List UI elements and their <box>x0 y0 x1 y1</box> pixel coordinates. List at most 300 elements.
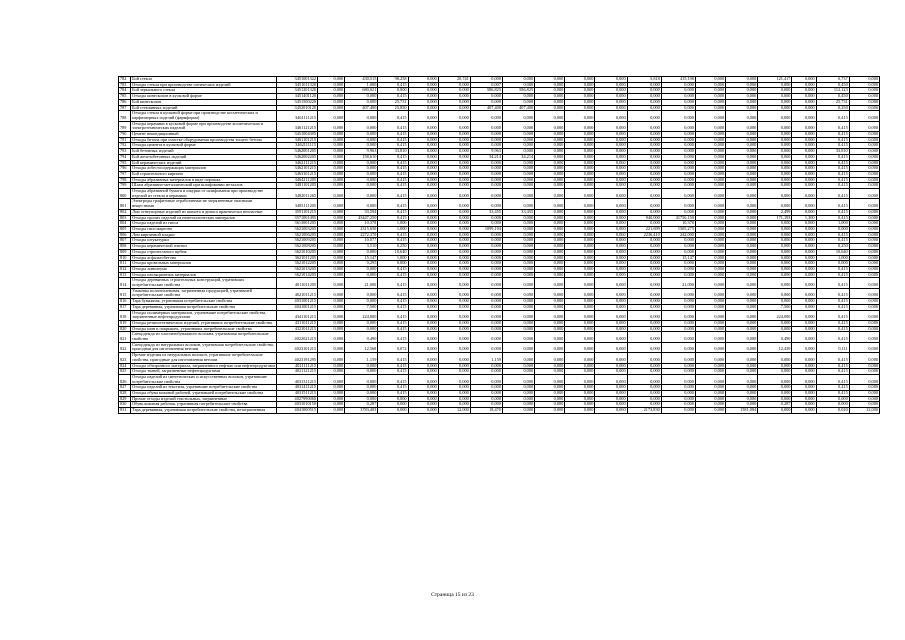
row-number-cell: 812 <box>119 266 131 272</box>
value-cell: 0,000 <box>627 132 661 138</box>
value-cell: 0,415 <box>816 278 849 288</box>
value-cell: 158,610 <box>345 154 378 160</box>
waste-code-cell: 4041001215 <box>276 304 317 310</box>
waste-code-cell: 3451004305 <box>276 132 317 138</box>
value-cell: 0,000 <box>849 332 879 342</box>
value-cell: 0,000 <box>792 137 816 143</box>
value-cell: 0,000 <box>502 342 534 352</box>
waste-code-cell: 3461111215 <box>276 111 317 121</box>
waste-code-cell: 4031311215 <box>276 374 317 384</box>
value-cell: 0,000 <box>595 189 627 199</box>
value-cell: 0,000 <box>595 88 627 94</box>
value-cell: 0,000 <box>438 310 470 320</box>
row-number-cell: 805 <box>119 226 131 232</box>
value-cell: 0,000 <box>726 310 758 320</box>
value-cell: 0,000 <box>502 320 534 326</box>
value-cell: 0,000 <box>470 272 502 278</box>
value-cell: 0,000 <box>758 255 792 261</box>
table-row <box>119 408 880 414</box>
value-cell: 0,000 <box>378 402 408 408</box>
value-cell: 0,000 <box>661 94 695 100</box>
value-cell: 0,000 <box>438 353 470 363</box>
value-cell: 0,000 <box>408 391 438 397</box>
value-cell: 0,000 <box>470 261 502 267</box>
value-cell: 0,000 <box>565 408 595 414</box>
value-cell: 0,000 <box>595 238 627 244</box>
value-cell: 0,000 <box>408 320 438 326</box>
value-cell: 0,000 <box>849 183 879 189</box>
value-cell: 0,000 <box>438 199 470 209</box>
value-cell: 0,000 <box>345 363 378 369</box>
waste-name-cell: Отходы керамической плитки <box>131 244 277 250</box>
value-cell: 0,000 <box>627 183 661 189</box>
value-cell: 0,000 <box>627 369 661 375</box>
value-cell: 0,000 <box>565 320 595 326</box>
waste-name-cell: Отходы полимерных материалов, утратившие потребительские свойства, загрязненные нефтепродуктами <box>131 310 277 320</box>
waste-code-cell: 3461101215 <box>276 137 317 143</box>
value-cell: 0,000 <box>408 199 438 209</box>
value-cell: 0,000 <box>565 137 595 143</box>
waste-code-cell: 3451500220 <box>276 99 317 105</box>
value-cell: 0,000 <box>438 304 470 310</box>
row-number-cell: 828 <box>119 391 131 397</box>
value-cell: 407,400 <box>470 105 502 111</box>
value-cell: 0,000 <box>695 199 725 209</box>
row-number-cell: 799 <box>119 183 131 189</box>
value-cell: 0,000 <box>438 99 470 105</box>
value-cell: 0,000 <box>792 396 816 402</box>
waste-code-cell: 3591101215 <box>276 209 317 215</box>
value-cell: 0,000 <box>726 402 758 408</box>
value-cell: 0,000 <box>408 111 438 121</box>
value-cell: 0,415 <box>378 199 408 209</box>
value-cell: 0,000 <box>408 299 438 305</box>
value-cell: 0,000 <box>535 166 565 172</box>
value-cell: 0,000 <box>408 105 438 111</box>
value-cell: 0,000 <box>502 266 534 272</box>
row-number-cell: 825 <box>119 369 131 375</box>
value-cell: 0,000 <box>792 149 816 155</box>
waste-name-cell: Отходы шин и покрышек, утративших потребительские свойства <box>131 326 277 332</box>
table-row <box>119 353 880 363</box>
value-cell: 0,000 <box>535 143 565 149</box>
waste-code-cell: 4031010150 <box>276 402 317 408</box>
value-cell: 0,000 <box>502 177 534 183</box>
value-cell: 0,000 <box>695 215 725 221</box>
value-cell: 0,000 <box>661 396 695 402</box>
value-cell: 0,000 <box>408 177 438 183</box>
value-cell: 0,000 <box>535 369 565 375</box>
value-cell: 0,415 <box>378 272 408 278</box>
value-cell: 415,198 <box>661 77 695 83</box>
waste-code-cell: 4021011215 <box>276 288 317 298</box>
value-cell: 0,000 <box>502 215 534 221</box>
value-cell: 0,000 <box>849 255 879 261</box>
value-cell: 0,000 <box>470 77 502 83</box>
value-cell: 0,000 <box>595 261 627 267</box>
value-cell: 0,000 <box>792 160 816 166</box>
value-cell: 0,000 <box>595 249 627 255</box>
value-cell: 0,000 <box>535 183 565 189</box>
value-cell: 0,000 <box>502 369 534 375</box>
value-cell: 0,415 <box>816 363 849 369</box>
value-cell: 33,594 <box>345 209 378 215</box>
waste-name-cell: Бой стеклянных изделий <box>131 105 277 111</box>
value-cell: 0,415 <box>816 272 849 278</box>
value-cell: 1,000 <box>816 221 849 227</box>
value-cell: 0,000 <box>438 177 470 183</box>
waste-name-cell: Отходы линолеума <box>131 266 277 272</box>
value-cell: 0,000 <box>408 342 438 352</box>
value-cell: 0,000 <box>408 402 438 408</box>
value-cell: 0,415 <box>816 369 849 375</box>
value-cell: 0,000 <box>849 226 879 232</box>
value-cell: 0,000 <box>726 353 758 363</box>
value-cell: 0,000 <box>726 160 758 166</box>
value-cell: 0,000 <box>565 160 595 166</box>
value-cell: 0,000 <box>408 99 438 105</box>
value-cell: 0,000 <box>849 266 879 272</box>
value-cell: 0,000 <box>792 342 816 352</box>
value-cell: 0,415 <box>378 374 408 384</box>
value-cell: 0,000 <box>595 391 627 397</box>
value-cell: 0,000 <box>792 255 816 261</box>
value-cell: 0,415 <box>816 385 849 391</box>
value-cell: 0,000 <box>502 249 534 255</box>
waste-name-cell: Отходы асбестосодержащих материалов <box>131 166 277 172</box>
value-cell: 0,000 <box>661 272 695 278</box>
value-cell: 0,000 <box>758 189 792 199</box>
value-cell: 0,000 <box>792 261 816 267</box>
value-cell: 0,737 <box>816 77 849 83</box>
value-cell: 0,000 <box>627 105 661 111</box>
value-cell: 0,000 <box>758 183 792 189</box>
value-cell: 0,000 <box>627 143 661 149</box>
value-cell: 0,000 <box>627 166 661 172</box>
value-cell: 0,415 <box>816 288 849 298</box>
value-cell: 0,000 <box>565 374 595 384</box>
value-cell: 0,000 <box>816 402 849 408</box>
value-cell: 0,000 <box>535 215 565 221</box>
value-cell: 0,000 <box>695 77 725 83</box>
value-cell: 0,415 <box>378 391 408 397</box>
value-cell: 0,000 <box>849 77 879 83</box>
value-cell: 0,000 <box>758 278 792 288</box>
value-cell: 0,000 <box>726 99 758 105</box>
value-cell: 0,000 <box>408 232 438 238</box>
value-cell: 0,000 <box>849 189 879 199</box>
value-cell: 0,000 <box>565 238 595 244</box>
value-cell: 0,000 <box>438 111 470 121</box>
value-cell: 0,000 <box>408 149 438 155</box>
value-cell: 1,159 <box>470 353 502 363</box>
value-cell: 0,000 <box>661 249 695 255</box>
waste-name-cell: Бой кинескопов <box>131 99 277 105</box>
value-cell: 15,147 <box>661 255 695 261</box>
value-cell: 0,000 <box>318 244 345 250</box>
waste-code-cell: 4031001215 <box>276 299 317 305</box>
waste-code-cell: 4341101215 <box>276 310 317 320</box>
row-number-cell: 809 <box>119 249 131 255</box>
value-cell: 0,000 <box>792 332 816 342</box>
waste-name-cell: Отходы изоляционных материалов <box>131 272 277 278</box>
value-cell: 0,000 <box>792 94 816 100</box>
value-cell: 0,000 <box>726 232 758 238</box>
row-number-cell: 793 <box>119 149 131 155</box>
value-cell: 0,000 <box>627 326 661 332</box>
row-number-cell: 794 <box>119 154 131 160</box>
row-number-cell: 804 <box>119 221 131 227</box>
value-cell: 0,000 <box>470 183 502 189</box>
value-cell: 15,147 <box>345 255 378 261</box>
value-cell: 0,000 <box>502 332 534 342</box>
value-cell: 0,000 <box>695 166 725 172</box>
value-cell: 0,415 <box>378 171 408 177</box>
value-cell: 0,000 <box>849 99 879 105</box>
value-cell: 0,000 <box>470 402 502 408</box>
value-cell: 0,000 <box>726 266 758 272</box>
value-cell: 0,000 <box>438 82 470 88</box>
value-cell: 0,000 <box>408 244 438 250</box>
value-cell: 0,000 <box>595 374 627 384</box>
value-cell: 0,000 <box>535 249 565 255</box>
value-cell: 0,000 <box>849 199 879 209</box>
value-cell: 0,000 <box>565 272 595 278</box>
value-cell: 0,000 <box>470 326 502 332</box>
value-cell: 0,415 <box>816 137 849 143</box>
value-cell: 0,415 <box>816 266 849 272</box>
value-cell: 0,000 <box>408 137 438 143</box>
row-number-cell: 783 <box>119 82 131 88</box>
value-cell: 0,000 <box>661 266 695 272</box>
value-cell: 0,000 <box>595 310 627 320</box>
value-cell: 1,000 <box>345 82 378 88</box>
value-cell: 0,000 <box>695 310 725 320</box>
value-cell: 0,000 <box>470 238 502 244</box>
value-cell: 0,000 <box>318 232 345 238</box>
value-cell: 0,000 <box>849 94 879 100</box>
value-cell: 0,000 <box>502 94 534 100</box>
value-cell: 0,000 <box>345 132 378 138</box>
value-cell: 0,000 <box>726 288 758 298</box>
waste-code-cell: 4027990060 <box>276 396 317 402</box>
value-cell: 0,000 <box>565 255 595 261</box>
row-number-cell: 788 <box>119 111 131 121</box>
waste-name-cell: Тара бумажная, утратившая потребительские свойства <box>131 299 277 305</box>
value-cell: 0,000 <box>695 99 725 105</box>
value-cell: 0,250 <box>816 244 849 250</box>
value-cell: 0,000 <box>470 299 502 305</box>
value-cell: 0,000 <box>595 320 627 326</box>
value-cell: 0,000 <box>470 160 502 166</box>
value-cell: 0,000 <box>792 166 816 172</box>
row-number-cell: 831 <box>119 408 131 414</box>
value-cell: 0,000 <box>502 183 534 189</box>
value-cell: 1,000 <box>378 226 408 232</box>
value-cell: 0,000 <box>408 82 438 88</box>
value-cell: 0,000 <box>318 149 345 155</box>
value-cell: 0,000 <box>535 221 565 227</box>
waste-name-cell: Обувь кожаная рабочая, утратившая потребительские свойства <box>131 402 277 408</box>
row-number-cell: 796 <box>119 166 131 172</box>
value-cell: 0,000 <box>502 171 534 177</box>
waste-code-cell: 3571001495 <box>276 215 317 221</box>
value-cell: 0,000 <box>695 105 725 111</box>
value-cell: 0,000 <box>627 238 661 244</box>
value-cell: 0,000 <box>502 149 534 155</box>
value-cell: 0,000 <box>661 149 695 155</box>
waste-name-cell: Отходы деревянных строительных конструкций, утративших потребительские свойства <box>131 278 277 288</box>
value-cell: 21,000 <box>661 278 695 288</box>
value-cell: 34,214 <box>470 154 502 160</box>
value-cell: 0,000 <box>345 272 378 278</box>
value-cell: 0,000 <box>695 266 725 272</box>
value-cell: 0,000 <box>627 385 661 391</box>
value-cell: 0,000 <box>758 143 792 149</box>
value-cell: 0,000 <box>627 299 661 305</box>
value-cell: 0,000 <box>695 332 725 342</box>
value-cell: 0,000 <box>408 363 438 369</box>
value-cell: 0,000 <box>470 391 502 397</box>
value-cell: 0,000 <box>595 160 627 166</box>
value-cell: 0,000 <box>849 272 879 278</box>
row-number-cell: 811 <box>119 261 131 267</box>
value-cell: 0,000 <box>438 143 470 149</box>
value-cell: 0,000 <box>595 137 627 143</box>
value-cell: 0,000 <box>535 199 565 209</box>
value-cell: 0,000 <box>502 82 534 88</box>
value-cell: 0,000 <box>502 232 534 238</box>
value-cell: 0,000 <box>627 149 661 155</box>
value-cell: 0,000 <box>318 408 345 414</box>
value-cell: 0,000 <box>318 160 345 166</box>
row-number-cell: 802 <box>119 209 131 215</box>
value-cell: 0,415 <box>378 177 408 183</box>
value-cell: 0,000 <box>758 199 792 209</box>
value-cell: 0,000 <box>502 121 534 131</box>
waste-name-cell: Отходы керамики в кусковой форме при производстве косметических и электротехнических изделий <box>131 121 277 131</box>
value-cell: 0,000 <box>438 261 470 267</box>
value-cell: 0,000 <box>661 238 695 244</box>
value-cell: 0,000 <box>378 261 408 267</box>
value-cell: 0,000 <box>502 137 534 143</box>
value-cell: 0,000 <box>502 353 534 363</box>
value-cell: 0,000 <box>661 82 695 88</box>
value-cell: 0,000 <box>502 310 534 320</box>
value-cell: 0,000 <box>627 177 661 183</box>
value-cell: 0,000 <box>565 310 595 320</box>
row-number-cell: 816 <box>119 299 131 305</box>
value-cell: 0,415 <box>816 177 849 183</box>
value-cell: 0,000 <box>758 385 792 391</box>
row-number-cell: 791 <box>119 137 131 143</box>
waste-code-cell: 3462002205 <box>276 154 317 160</box>
value-cell: 0,000 <box>318 369 345 375</box>
value-cell: 0,000 <box>792 326 816 332</box>
value-cell: 0,000 <box>345 385 378 391</box>
value-cell: 407,400 <box>502 105 534 111</box>
value-cell: 0,287 <box>345 402 378 408</box>
value-cell: 1,000 <box>378 221 408 227</box>
value-cell: 0,000 <box>726 221 758 227</box>
waste-code-cell: 3462111215 <box>276 160 317 166</box>
value-cell: 0,000 <box>792 105 816 111</box>
value-cell: 0,000 <box>502 111 534 121</box>
value-cell: 0,000 <box>595 363 627 369</box>
waste-name-cell: Отходы прочих изделий из неметаллических минералов <box>131 215 277 221</box>
value-cell: 0,000 <box>695 396 725 402</box>
value-cell: 0,000 <box>535 261 565 267</box>
value-cell: 0,415 <box>378 278 408 288</box>
value-cell: 0,415 <box>378 189 408 199</box>
value-cell: 0,000 <box>595 326 627 332</box>
value-cell: 0,000 <box>345 374 378 384</box>
value-cell: 0,000 <box>627 402 661 408</box>
value-cell: 0,000 <box>726 171 758 177</box>
value-cell: 0,000 <box>535 255 565 261</box>
value-cell: 0,000 <box>318 143 345 149</box>
value-cell: 0,000 <box>758 160 792 166</box>
value-cell: 0,000 <box>470 385 502 391</box>
value-cell: 0,000 <box>318 137 345 143</box>
waste-name-cell: Отходы асфальтобетона <box>131 255 277 261</box>
value-cell: 0,000 <box>535 171 565 177</box>
value-cell: 0,000 <box>726 94 758 100</box>
value-cell: 0,000 <box>318 326 345 332</box>
row-number-cell: 797 <box>119 171 131 177</box>
value-cell: 0,415 <box>378 266 408 272</box>
value-cell: 7,500 <box>758 304 792 310</box>
value-cell: 0,000 <box>345 199 378 209</box>
value-cell: 0,000 <box>438 121 470 131</box>
value-cell: 0,000 <box>695 304 725 310</box>
value-cell: 0,295 <box>345 261 378 267</box>
row-number-cell: 782 <box>119 77 131 83</box>
value-cell: 0,000 <box>470 374 502 384</box>
value-cell: 0,000 <box>565 288 595 298</box>
value-cell: 0,000 <box>849 244 879 250</box>
value-cell: 0,000 <box>661 143 695 149</box>
value-cell: 0,000 <box>345 266 378 272</box>
value-cell: 224,000 <box>758 310 792 320</box>
value-cell: 0,000 <box>758 82 792 88</box>
value-cell: 0,000 <box>535 238 565 244</box>
waste-code-cell: 3462111115 <box>276 143 317 149</box>
row-number-cell: 810 <box>119 255 131 261</box>
value-cell: 0,450 <box>816 82 849 88</box>
row-number-cell: 822 <box>119 342 131 352</box>
value-cell: 0,000 <box>792 391 816 397</box>
value-cell: 0,000 <box>595 396 627 402</box>
value-cell: 0,000 <box>661 288 695 298</box>
value-cell: 0,415 <box>816 326 849 332</box>
value-cell: 0,000 <box>565 121 595 131</box>
value-cell: 0,000 <box>565 249 595 255</box>
value-cell: 0,000 <box>438 137 470 143</box>
value-cell: 0,000 <box>595 288 627 298</box>
value-cell: 0,000 <box>565 261 595 267</box>
value-cell: 0,000 <box>595 99 627 105</box>
value-cell: 0,000 <box>470 199 502 209</box>
value-cell: 0,415 <box>816 299 849 305</box>
value-cell: 0,000 <box>595 149 627 155</box>
row-number-cell: 798 <box>119 177 131 183</box>
value-cell: 0,000 <box>726 304 758 310</box>
value-cell: 0,000 <box>535 353 565 363</box>
value-cell: 0,000 <box>565 232 595 238</box>
value-cell: 0,000 <box>695 238 725 244</box>
value-cell: 0,000 <box>849 310 879 320</box>
